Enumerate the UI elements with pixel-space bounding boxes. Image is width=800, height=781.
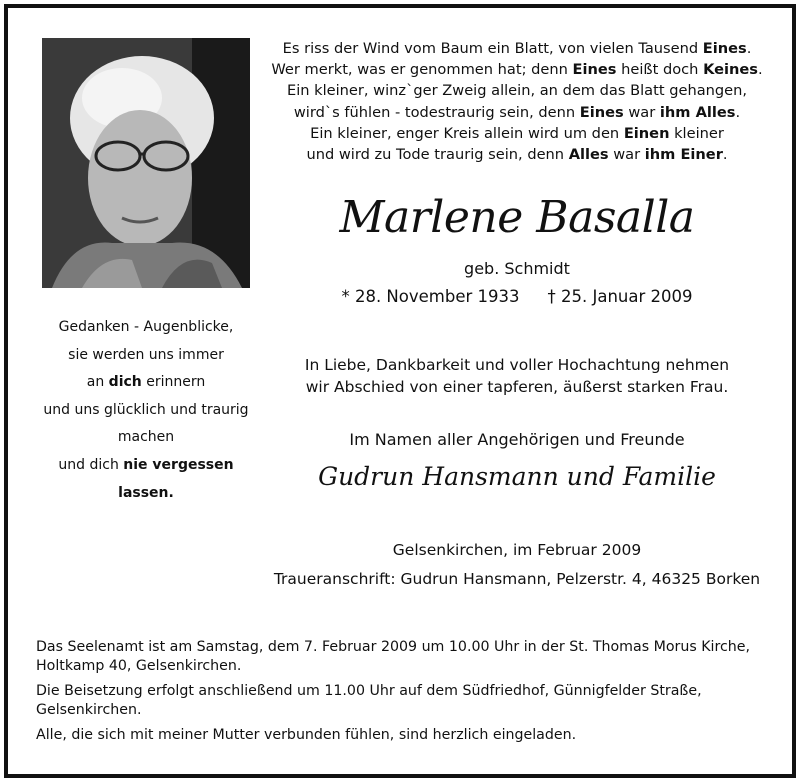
verse-line: an dich erinnern (86, 374, 206, 391)
notice-requiem: Das Seelenamt ist am Samstag, dem 7. Februar 2009 um 10.00 Uhr in der St. Thomas Morus Kirche, Holtkamp 40, Gelsenkirchen. (36, 639, 751, 675)
poem-line: Ein kleiner, enger Kreis allein wird um den Einen kleiner (310, 124, 724, 142)
verse-line: machen (117, 429, 175, 446)
verse-line: sie werden uns immer (68, 346, 224, 363)
farewell-line: wir Abschied von einer tapferen, äußerst starken Frau. (305, 378, 729, 396)
mourners-family: Gudrun Hansmann und Familie (318, 462, 716, 491)
portrait-photo-icon (42, 38, 250, 288)
notice-invitation: Alle, die sich mit meiner Mutter verbunden fühlen, sind herzlich eingeladen. (36, 726, 577, 743)
deceased-name: Marlene Basalla (339, 192, 695, 243)
poem-line: Ein kleiner, winz`ger Zweig allein, an dem das Blatt gehangen, (286, 82, 748, 100)
poem (262, 38, 772, 165)
farewell-message (262, 354, 772, 398)
poem-line: wird`s fühlen - todestraurig sein, denn Eines war ihm Alles. (293, 103, 741, 121)
verse-line: und dich nie vergessen lassen. (58, 456, 234, 501)
verse-line: und uns glücklich und traurig (43, 401, 249, 418)
farewell-line: In Liebe, Dankbarkeit und voller Hochachtung nehmen (304, 356, 730, 374)
service-notices (36, 638, 776, 750)
birth-name: geb. Schmidt (464, 259, 570, 278)
death-date: † 25. Januar 2009 (547, 287, 693, 306)
thought-verse (30, 314, 262, 507)
notice-burial: Die Beisetzung erfolgt anschließend um 11.00 Uhr auf dem Südfriedhof, Günnigfelder Straße, Gelsenkirchen. (36, 682, 702, 719)
mourners-intro: Im Namen aller Angehörigen und Freunde (349, 430, 685, 449)
location-date: Gelsenkirchen, im Februar 2009 (392, 541, 642, 559)
life-dates (262, 287, 772, 306)
poem-line: Es riss der Wind vom Baum ein Blatt, von vielen Tausend Eines. (282, 40, 752, 57)
poem-line: und wird zu Tode traurig sein, denn Alles war ihm Einer. (306, 146, 728, 164)
verse-line: Gedanken - Augenblicke, (58, 319, 234, 335)
poem-line: Wer merkt, was er genommen hat; denn Eines heißt doch Keines. (271, 61, 763, 79)
birth-date: * 28. November 1933 (341, 287, 520, 306)
portrait-photo (42, 38, 250, 288)
mourning-address: Traueranschrift: Gudrun Hansmann, Pelzerstr. 4, 46325 Borken (273, 570, 761, 588)
